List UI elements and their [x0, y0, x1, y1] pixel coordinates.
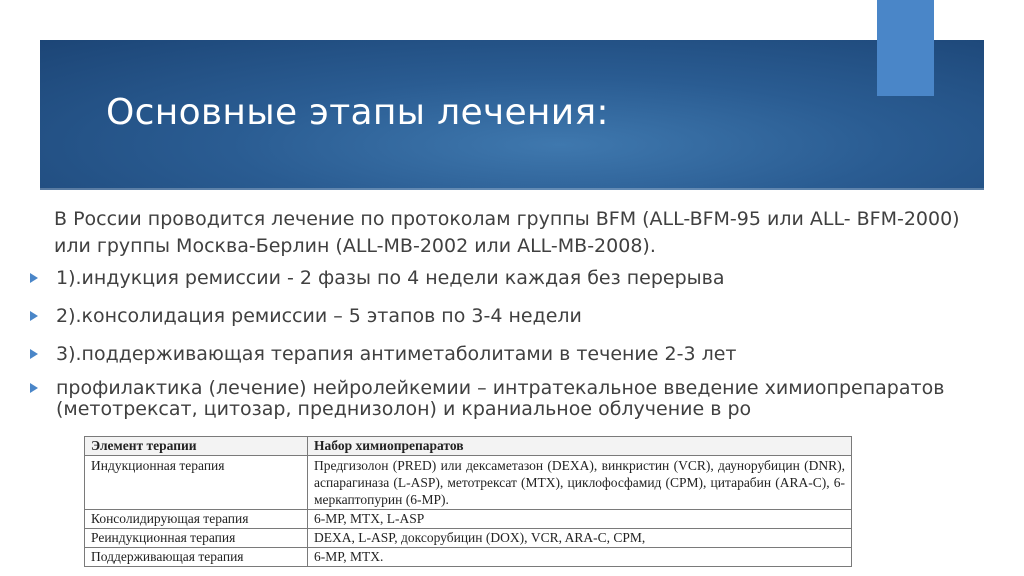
table-header-row — [85, 437, 852, 456]
triangle-bullet-icon — [30, 311, 38, 321]
bullet-item — [28, 306, 582, 327]
bullet-item — [28, 378, 986, 420]
header-cell: Элемент терапии — [85, 437, 308, 456]
table-cell: Индукционная терапия — [85, 456, 308, 510]
triangle-bullet-icon — [30, 273, 38, 283]
table-cell: 6-MP, MTX, L-ASP — [308, 510, 852, 529]
table-row — [85, 510, 852, 529]
bullet-item — [28, 268, 725, 289]
table-row — [85, 529, 852, 548]
therapy-table — [84, 436, 852, 567]
triangle-bullet-icon — [30, 383, 38, 393]
table-cell: Предгизолон (PRED) или дексаметазон (DEXA), винкристин (VCR), даунорубицин (DNR), аспарагиназа (L-ASP), метотрексат (MTX), циклофосфамид (CPM), цитарабин (ARA-C), 6-меркаптопурин (6-MP). — [308, 456, 852, 510]
table-cell: 6-MP, MTX. — [308, 548, 852, 567]
bullet-text: профилактика (лечение) нейролейкемии – интратекальное введение химиопрепаратов (метотрексат, цитозар, преднизолон) и краниальное облучение в ро — [56, 377, 945, 420]
therapy-table-image — [84, 436, 852, 572]
table-cell: Поддерживающая терапия — [85, 548, 308, 567]
table-cell: Консолидирующая терапия — [85, 510, 308, 529]
table-row — [85, 456, 852, 510]
table-row — [85, 548, 852, 567]
intro-paragraph: В России проводится лечение по протоколам группы BFM (ALL-BFM-95 или ALL- BFM-2000) или группы Москва-Берлин (ALL-MB-2002 или ALL-MB-2008). — [54, 208, 960, 257]
bullet-item — [28, 344, 736, 365]
table-cell: DEXA, L-ASP, доксорубицин (DOX), VCR, ARA-C, CPM, — [308, 529, 852, 548]
bullet-text: 2).консолидация ремиссии – 5 этапов по 3-4 недели — [56, 305, 582, 327]
header-cell: Набор химиопрепаратов — [308, 437, 852, 456]
accent-rectangle — [877, 0, 934, 96]
bullet-text: 3).поддерживающая терапия антиметаболитами в течение 2-3 лет — [56, 343, 737, 365]
table-cell: Реиндукционная терапия — [85, 529, 308, 548]
slide-title: Основные этапы лечения: — [106, 92, 609, 133]
triangle-bullet-icon — [30, 349, 38, 359]
bullet-text: 1).индукция ремиссии - 2 фазы по 4 недели каждая без перерыва — [56, 267, 725, 289]
